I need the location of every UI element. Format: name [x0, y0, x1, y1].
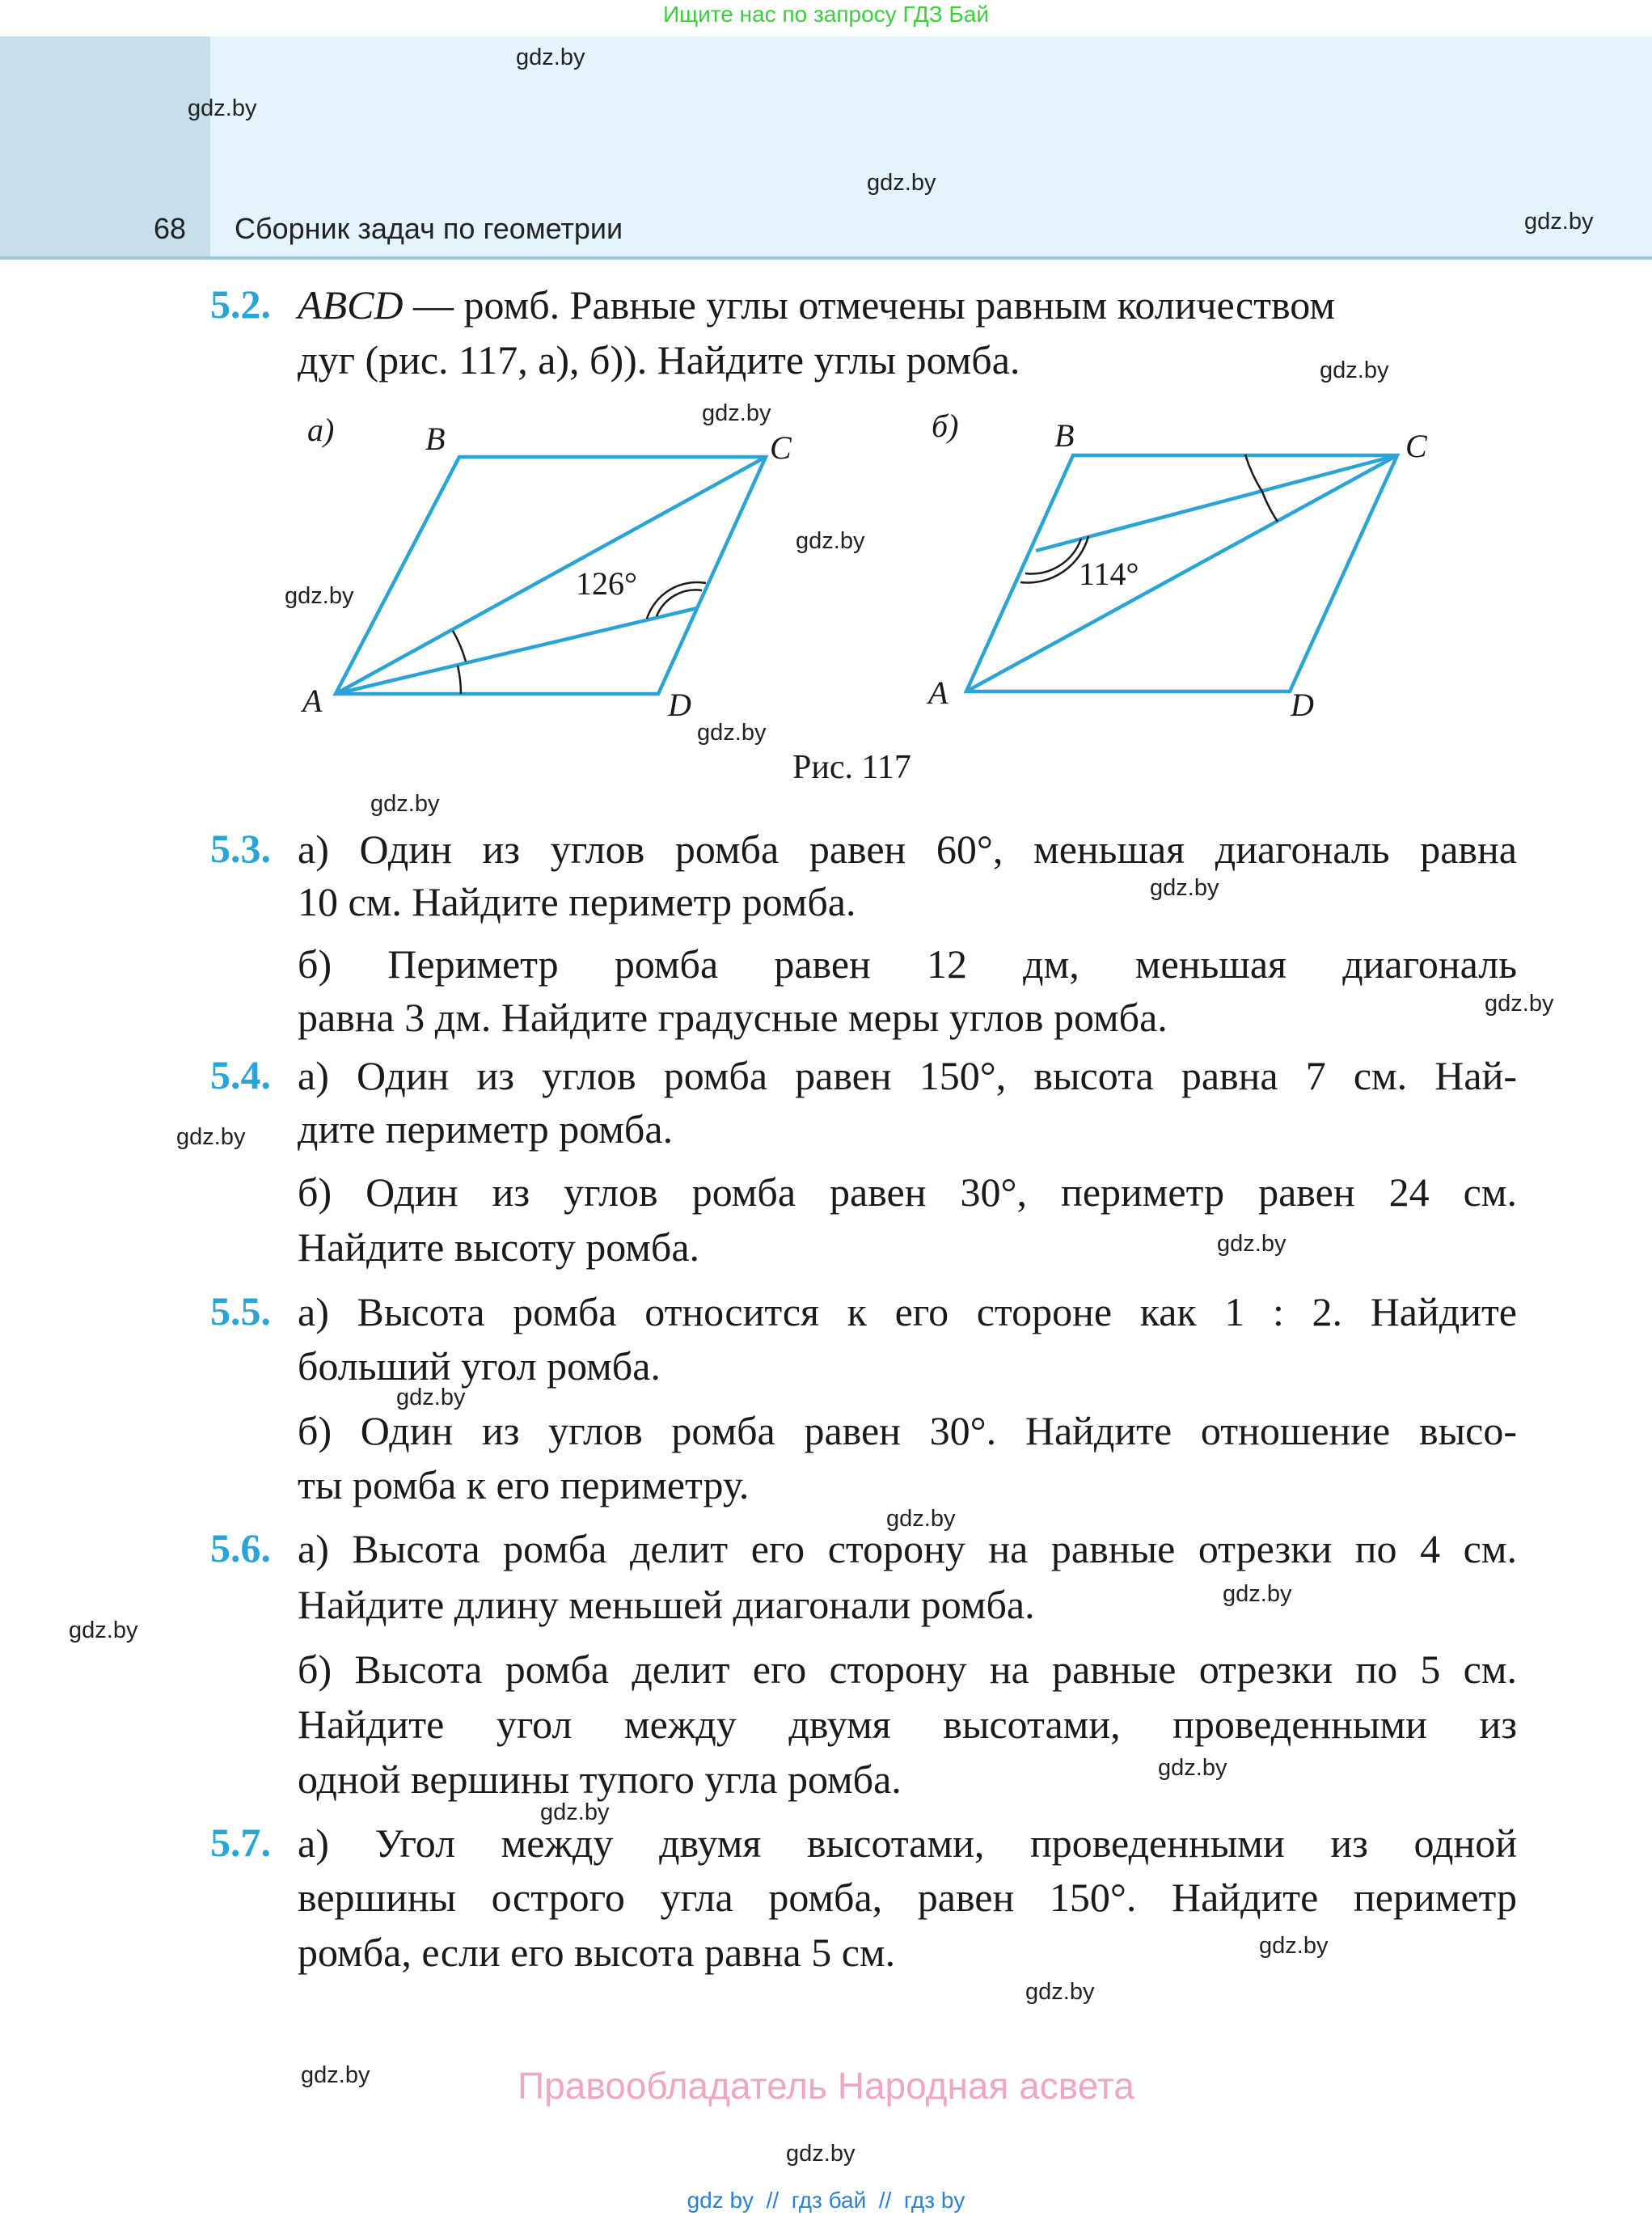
bisector-b: [1036, 455, 1397, 551]
problem-text-line: а) Один из углов ромба равен 60°, меньшая диагональ равна: [298, 827, 1517, 872]
watermark: gdz.by: [516, 44, 585, 70]
top-banner[interactable]: Ищите нас по запросу ГДЗ Бай: [662, 2, 990, 27]
angle-label-a: 126°: [576, 565, 637, 602]
vertex-d-b: D: [1291, 687, 1314, 723]
problem-number: 5.2.: [210, 281, 271, 327]
angle-arc-b2: [1262, 492, 1278, 522]
watermark: gdz.by: [370, 791, 440, 817]
problem-text-line: 10 см. Найдите периметр ромба.: [298, 879, 856, 924]
watermark: gdz.by: [1485, 991, 1554, 1017]
problem-text-line: ромба, если его высота равна 5 см.: [298, 1930, 896, 1975]
watermark: gdz.by: [702, 400, 771, 426]
problem-text-line: больший угол ромба.: [298, 1343, 661, 1389]
figure-a: [336, 457, 766, 694]
watermark: gdz.by: [1150, 875, 1219, 901]
problem-text-line: равна 3 дм. Найдите градусные меры углов ромба.: [298, 995, 1168, 1040]
angle-arc-a1: [458, 666, 461, 694]
watermark: gdz.by: [176, 1124, 246, 1150]
problem-text-line: а) Один из углов ромба равен 150°, высота равна 7 см. Най-: [298, 1053, 1517, 1098]
watermark: gdz.by: [69, 1617, 138, 1643]
problem-number: 5.4.: [210, 1052, 271, 1097]
problem-text: — ромб. Равные углы отмечены равным количеством: [403, 282, 1335, 328]
vertex-c-b: C: [1405, 428, 1427, 464]
watermark: gdz.by: [188, 95, 257, 121]
watermark: gdz.by: [1158, 1755, 1227, 1781]
figure-b: [966, 455, 1397, 691]
diagonal-ac-a: [336, 457, 766, 694]
watermark: gdz.by: [867, 170, 936, 196]
problem-number: 5.6.: [210, 1525, 271, 1571]
problem-text-line: одной вершины тупого угла ромба.: [298, 1757, 902, 1802]
angle-label-b: 114°: [1079, 556, 1139, 592]
bisector-a: [336, 608, 697, 694]
angle-arc-b1: [1245, 455, 1262, 492]
problem-text-line: Найдите угол между двумя высотами, проведенными из: [298, 1702, 1517, 1747]
watermark: gdz.by: [886, 1506, 956, 1532]
problem-text-line: Найдите высоту ромба.: [298, 1224, 700, 1270]
problem-text-line: вершины острого угла ромба, равен 150°. Найдите периметр: [298, 1875, 1517, 1920]
watermark: gdz.by: [285, 583, 354, 609]
problem-text-line: ты ромба к его периметру.: [298, 1462, 750, 1507]
watermark: gdz.by: [1320, 357, 1389, 383]
figure-117: [0, 388, 1652, 809]
problem-text-line: б) Высота ромба делит его сторону на равные отрезки по 5 см.: [298, 1647, 1517, 1692]
watermark: gdz.by: [697, 720, 767, 746]
problem-text-line: а) Угол между двумя высотами, проведенными из одной: [298, 1820, 1517, 1866]
figure-caption: Рис. 117: [792, 749, 911, 786]
vertex-a-b: A: [928, 674, 949, 711]
watermark: gdz.by: [1223, 1581, 1292, 1607]
watermark: gdz.by: [301, 2062, 370, 2088]
problem-italic: ABCD: [298, 282, 403, 328]
figure-a-label: а): [307, 412, 335, 448]
problem-number: 5.5.: [210, 1288, 271, 1334]
vertex-b-a: B: [425, 421, 446, 457]
watermark: gdz.by: [796, 528, 865, 554]
problem-text-line: а) Высота ромба делит его сторону на равные отрезки по 4 см.: [298, 1526, 1517, 1571]
problem-text-line: дуг (рис. 117, а), б)). Найдите углы ромба.: [298, 337, 1020, 383]
footer-links[interactable]: gdz by // гдз бай // гдз by: [687, 2188, 965, 2213]
page-number: 68: [154, 212, 187, 245]
problem-text-line: б) Периметр ромба равен 12 дм, меньшая диагональ: [298, 941, 1517, 987]
watermark: gdz.by: [540, 1799, 610, 1825]
problem-text-line: б) Один из углов ромба равен 30°. Найдите отношение высо-: [298, 1408, 1517, 1453]
vertex-a-a: A: [302, 683, 323, 719]
problem-text-line: Найдите длину меньшей диагонали ромба.: [298, 1582, 1035, 1627]
watermark: gdz.by: [1259, 1933, 1329, 1959]
problem-number: 5.7.: [210, 1820, 271, 1865]
problem-text-line: б) Один из углов ромба равен 30°, периметр равен 24 см.: [298, 1169, 1517, 1215]
figure-b-label: б): [932, 408, 959, 444]
vertex-c-a: C: [770, 429, 792, 466]
angle-arc-a2: [453, 631, 466, 662]
watermark: gdz.by: [396, 1385, 466, 1410]
problem-text-line: [298, 277, 1517, 332]
problem-text-line: дите периметр ромба.: [298, 1106, 674, 1152]
vertex-d-a: D: [668, 687, 691, 723]
copyright-notice: Правообладатель Народная асвета: [518, 2065, 1134, 2107]
vertex-b-b: B: [1054, 417, 1075, 454]
book-title: Сборник задач по геометрии: [234, 212, 623, 245]
watermark: gdz.by: [1524, 209, 1594, 235]
problem-text-line: а) Высота ромба относится к его стороне как 1 : 2. Найдите: [298, 1289, 1517, 1334]
watermark: gdz.by: [1025, 1979, 1095, 2005]
header-rule: [0, 256, 1652, 260]
watermark: gdz.by: [1217, 1231, 1287, 1257]
problem-number: 5.3.: [210, 826, 271, 871]
watermark: gdz.by: [786, 2141, 856, 2167]
